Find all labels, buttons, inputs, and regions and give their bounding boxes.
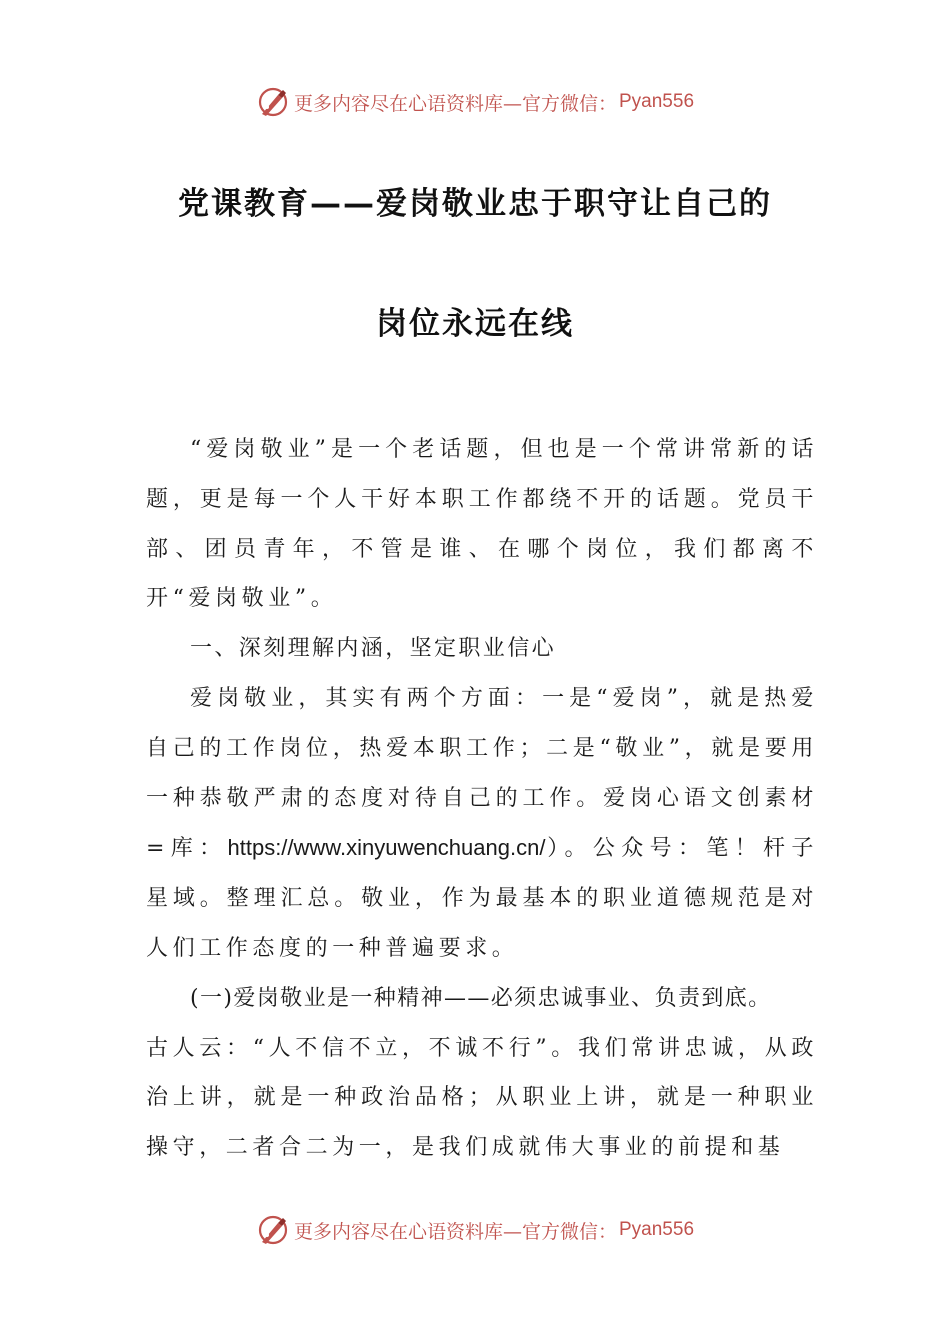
document-title-line-1: 党课教育——爱岗敬业忠于职守让自己的 xyxy=(178,186,772,222)
watermark-text: 更多内容尽在心语资料库—官方微信： xyxy=(293,1220,617,1243)
document-title-line-2: 岗位永远在线 xyxy=(376,306,574,342)
watermark-wechat-id: Pyan556 xyxy=(619,91,695,112)
subsection-heading-1: (一)爱岗敬业是一种精神——必须忠诚事业、负责到底。 xyxy=(190,985,772,1011)
footer-watermark xyxy=(0,1210,950,1250)
pen-logo-icon xyxy=(256,85,290,119)
header-watermark xyxy=(0,82,950,122)
paragraph-meaning-text-b: ）。公众号：笔！杆子星域。整理汇总。敬业，作为最基本的职业道德规范是对人们工作态度的一种普遍要求。 xyxy=(146,836,818,961)
pen-logo-icon xyxy=(256,1213,290,1247)
source-url: https://www.xinyuwenchuang.cn/ xyxy=(227,835,546,861)
document-body xyxy=(146,425,818,1173)
watermark-wechat-id: Pyan556 xyxy=(619,1219,695,1240)
paragraph-meaning xyxy=(146,674,818,974)
paragraph-meaning-text-a: 爱岗敬业，其实有两个方面：一是“爱岗”，就是热爱自己的工作岗位，热爱本职工作；二是“敬业”，就是要用一种恭敬严肃的态度对待自己的工作。爱岗心语文创素材=库： xyxy=(146,685,818,862)
watermark-text: 更多内容尽在心语资料库—官方微信： xyxy=(293,92,617,115)
paragraph-loyalty: 古人云：“人不信不立，不诚不行”。我们常讲忠诚，从政治上讲，就是一种政治品格；从职业上讲，就是一种职业操守，二者合二为一，是我们成就伟大事业的前提和基 xyxy=(146,1035,818,1161)
paragraph-intro: “爱岗敬业”是一个老话题，但也是一个常讲常新的话题，更是每一个人干好本职工作都绕不开的话题。党员干部、团员青年，不管是谁、在哪个岗位，我们都离不开“爱岗敬业”。 xyxy=(146,437,818,612)
section-heading-1: 一、深刻理解内涵，坚定职业信心 xyxy=(190,636,557,662)
